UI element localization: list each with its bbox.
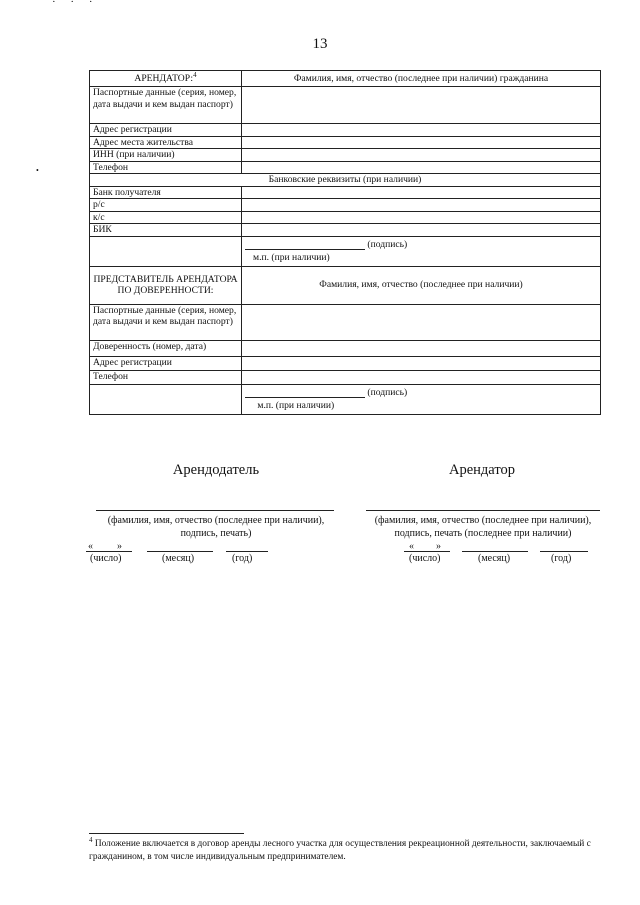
scan-dot: •	[36, 166, 39, 175]
rep-signature-label: (подпись)	[367, 386, 408, 398]
rep-signature-line	[245, 388, 365, 398]
footnote-text: Положение включается в договор аренды лесного участка для осуществления рекреационной деятельности, заключаемый с гражданином, в том числе индивидуальным предпринимателем.	[89, 839, 591, 862]
lessee-header-cell	[90, 71, 242, 87]
rep-passport-value[interactable]	[242, 304, 601, 340]
signature-line	[245, 240, 365, 250]
lessee-details-table	[89, 70, 601, 415]
footnote-rule	[89, 833, 244, 834]
fio-citizen-header: Фамилия, имя, отчество (последнее при наличии) гражданина	[242, 71, 601, 87]
seal-label: м.п. (при наличии)	[253, 252, 330, 263]
account-rs-value[interactable]	[242, 199, 601, 212]
lessor-month-line[interactable]	[147, 551, 213, 552]
account-ks-value[interactable]	[242, 211, 601, 224]
passport-value[interactable]	[242, 87, 601, 124]
power-of-attorney-label: Доверенность (номер, дата)	[90, 340, 242, 356]
bik-value[interactable]	[242, 224, 601, 237]
inn-value[interactable]	[242, 149, 601, 162]
rep-phone-label: Телефон	[90, 370, 242, 384]
registration-address-value[interactable]	[242, 124, 601, 137]
lessee-quote-open: «	[409, 541, 414, 552]
phone-label: Телефон	[90, 161, 242, 174]
lessor-caption: (фамилия, имя, отчество (последнее при наличии), подпись, печать)	[107, 515, 325, 539]
lessee-month-label: (месяц)	[478, 553, 511, 564]
lessor-month-label: (месяц)	[162, 553, 195, 564]
lessee-year-line[interactable]	[540, 551, 588, 552]
rep-signature-row-blank	[90, 384, 242, 414]
fio-header: Фамилия, имя, отчество (последнее при наличии)	[242, 266, 601, 304]
lessor-signature-line[interactable]	[96, 510, 334, 511]
bank-name-value[interactable]	[242, 186, 601, 199]
passport-label: Паспортные данные (серия, номер, дата выдачи и кем выдан паспорт)	[90, 87, 242, 124]
bank-details-header: Банковские реквизиты (при наличии)	[90, 174, 601, 187]
lessor-year-line[interactable]	[226, 551, 268, 552]
residence-address-value[interactable]	[242, 136, 601, 149]
footnote-number: 4	[89, 835, 93, 844]
account-ks-label: к/с	[90, 211, 242, 224]
bik-label: БИК	[90, 224, 242, 237]
lessor-day-label: (число)	[90, 553, 122, 564]
lessor-quote-open: «	[88, 541, 93, 552]
power-of-attorney-value[interactable]	[242, 340, 601, 356]
rep-passport-label: Паспортные данные (серия, номер, дата выдачи и кем выдан паспорт)	[90, 304, 242, 340]
lessee-day-label: (число)	[409, 553, 441, 564]
lessor-title: Арендодатель	[172, 462, 260, 478]
lessee-quote-close: »	[436, 541, 441, 552]
lessee-title: Арендатор	[448, 462, 515, 478]
lessor-quote-close: »	[117, 541, 122, 552]
signature-label: (подпись)	[367, 238, 408, 250]
bank-name-label: Банк получателя	[90, 186, 242, 199]
scan-corner-mark: · · ·	[52, 0, 99, 8]
lessee-header: АРЕНДАТОР:	[134, 72, 194, 84]
rep-registration-address-label: Адрес регистрации	[90, 356, 242, 370]
lessor-day-line[interactable]	[86, 551, 132, 552]
rep-signature-cell[interactable]	[242, 384, 601, 414]
registration-address-label: Адрес регистрации	[90, 124, 242, 137]
phone-value[interactable]	[242, 161, 601, 174]
lessee-month-line[interactable]	[462, 551, 528, 552]
representative-header: ПРЕДСТАВИТЕЛЬ АРЕНДАТОРА ПО ДОВЕРЕННОСТИ:	[90, 266, 242, 304]
lessee-day-line[interactable]	[404, 551, 450, 552]
lessor-year-label: (год)	[232, 553, 253, 564]
signature-row-blank	[90, 236, 242, 266]
lessee-signature-line[interactable]	[366, 510, 600, 511]
lessee-year-label: (год)	[551, 553, 572, 564]
residence-address-label: Адрес места жительства	[90, 136, 242, 149]
footnote-ref: 4	[193, 70, 197, 79]
rep-phone-value[interactable]	[242, 370, 601, 384]
footnote	[89, 835, 609, 864]
rep-seal-label: м.п. (при наличии)	[257, 400, 335, 411]
rep-registration-address-value[interactable]	[242, 356, 601, 370]
signature-cell[interactable]	[242, 236, 601, 266]
account-rs-label: р/с	[90, 199, 242, 212]
lessee-caption: (фамилия, имя, отчество (последнее при наличии), подпись, печать (последнее при наличии)	[374, 515, 592, 539]
inn-label: ИНН (при наличии)	[90, 149, 242, 162]
page-number: 13	[312, 36, 328, 52]
